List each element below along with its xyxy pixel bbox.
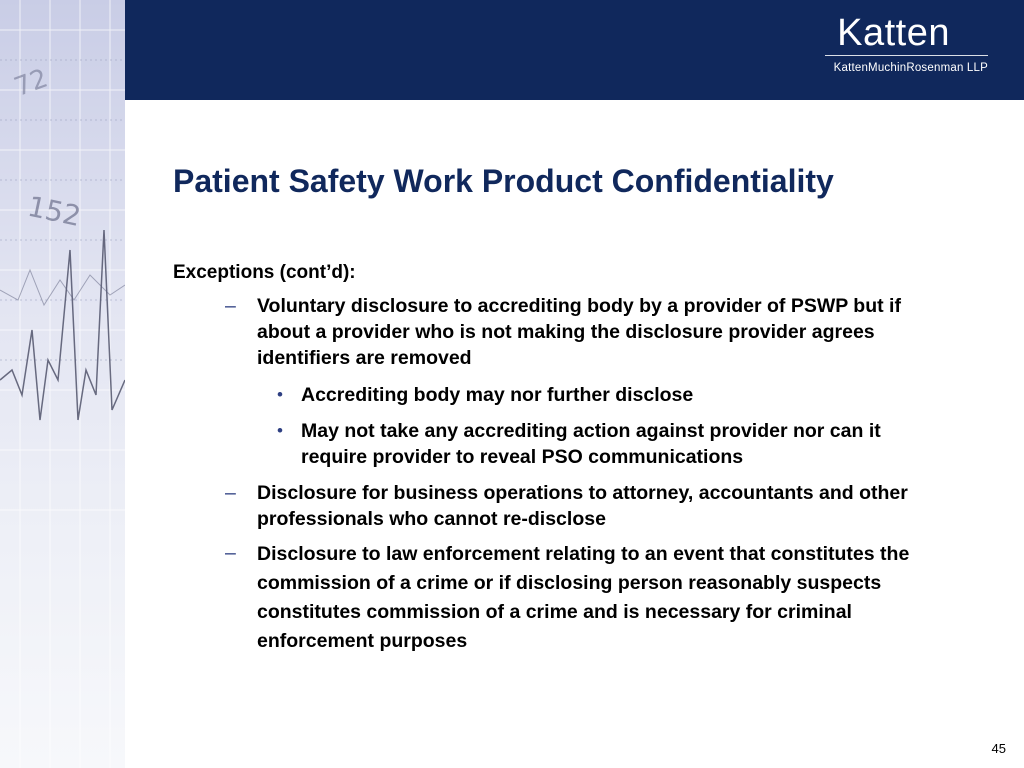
list-item [173, 480, 963, 532]
header-bar [125, 0, 1024, 100]
list-item [173, 293, 963, 470]
list-item-text: Disclosure for business operations to attorney, accountants and other professionals who cannot re-disclose [257, 482, 908, 530]
dash-marker: – [225, 542, 236, 564]
svg-text:152: 152 [24, 189, 84, 234]
sub-list [257, 382, 963, 470]
slide-title: Patient Safety Work Product Confidentiality [173, 163, 834, 199]
logo-divider [825, 55, 988, 56]
list-item-text: Voluntary disclosure to accrediting body by a provider of PSWP but if about a provider who is not making the disclosure provider agrees identifiers are removed [257, 295, 901, 369]
sub-list-item-text: May not take any accrediting action against provider nor can it require provider to reveal PSO communications [301, 420, 881, 468]
list-item-text: Disclosure to law enforcement relating to an event that constitutes the commission of a crime or if disclosing person reasonably suspects constitutes commission of a crime and is necessary for criminal enforcement purposes [257, 543, 910, 652]
bullet-marker: • [277, 385, 283, 404]
list-item [173, 540, 963, 656]
dash-marker: – [225, 482, 236, 504]
dash-marker: – [225, 295, 236, 317]
slide-body [173, 262, 963, 664]
svg-text:72: 72 [10, 63, 52, 103]
bullet-marker: • [277, 421, 283, 440]
logo-subtitle: KattenMuchinRosenman LLP [833, 62, 988, 74]
ecg-chart-graphic [0, 0, 125, 768]
decorative-sidebar [0, 0, 125, 768]
page-number: 45 [991, 741, 1006, 756]
sub-list-item [257, 382, 963, 408]
sub-list-item-text: Accrediting body may nor further disclose [301, 384, 694, 406]
sub-list-item [257, 418, 963, 470]
katten-logo: Katten [837, 12, 950, 54]
exceptions-heading: Exceptions (cont’d): [173, 262, 356, 283]
